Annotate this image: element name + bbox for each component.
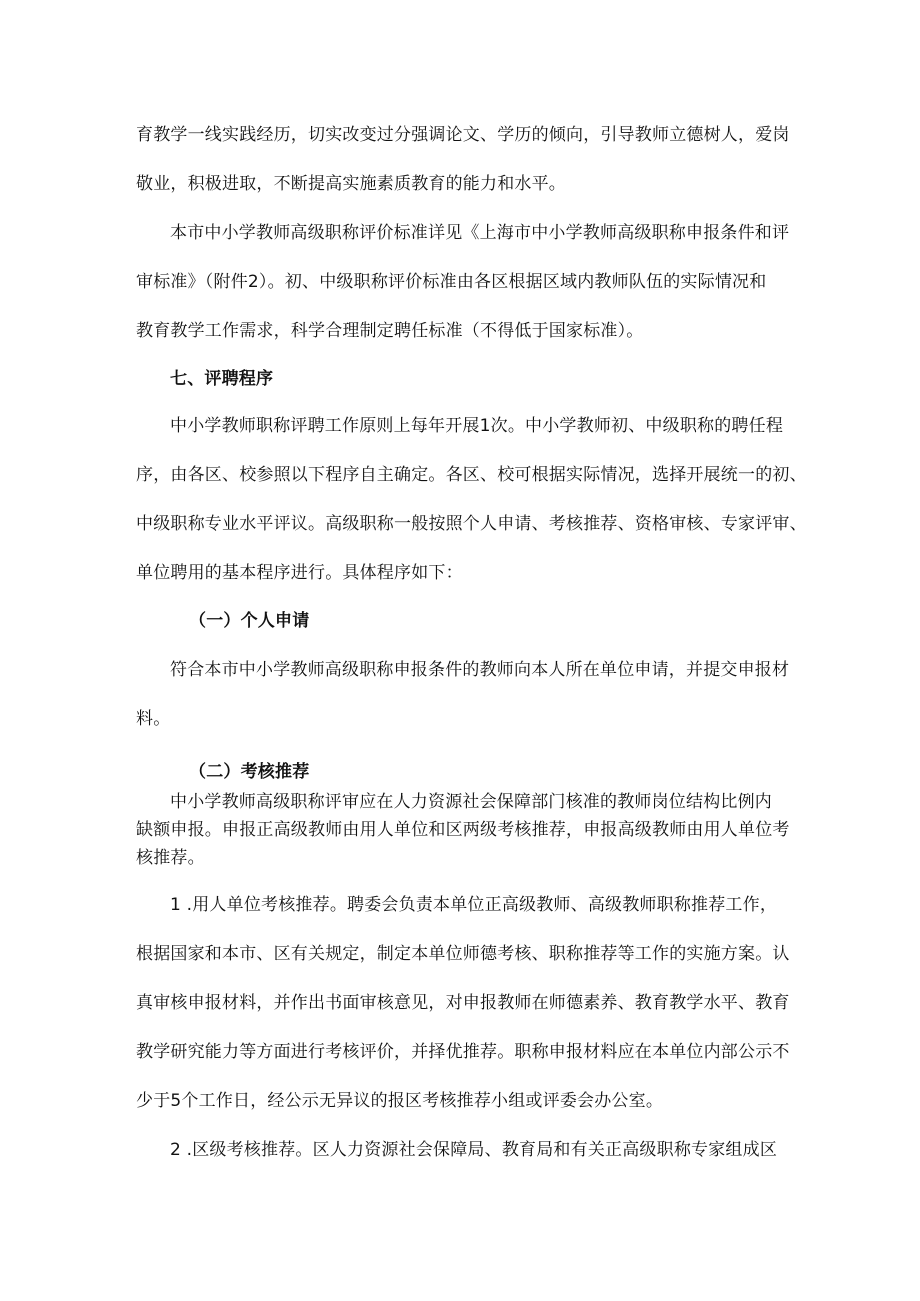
subsection-heading: （二）考核推荐 xyxy=(189,762,310,782)
paragraph-line: 中小学教师高级职称评审应在人力资源社会保障部门核准的教师岗位结构比例内 xyxy=(170,792,772,812)
paragraph-line: 中小学教师职称评聘工作原则上每年开展1次。中小学教师初、中级职称的聘任程 xyxy=(170,416,784,436)
paragraph-line: 育教学一线实践经历，切实改变过分强调论文、学历的倾向，引导教师立德树人，爱岗 xyxy=(136,125,790,145)
paragraph-line: 符合本市中小学教师高级职称申报条件的教师向本人所在单位申请，并提交申报材 xyxy=(170,660,790,680)
paragraph-line: 核推荐。 xyxy=(136,848,205,868)
paragraph-line: 1 .用人单位考核推荐。聘委会负责本单位正高级教师、高级教师职称推荐工作， xyxy=(170,895,778,915)
paragraph-line: 根据国家和本市、区有关规定，制定本单位师德考核、职称推荐等工作的实施方案。认 xyxy=(136,944,790,964)
paragraph-line: 真审核申报材料，并作出书面审核意见，对申报教师在师德素养、教育教学水平、教育 xyxy=(136,993,790,1013)
paragraph-line: 教育教学工作需求，科学合理制定聘任标准（不得低于国家标准）。 xyxy=(136,321,644,341)
paragraph-line: 2 .区级考核推荐。区人力资源社会保障局、教育局和有关正高级职称专家组成区 xyxy=(170,1140,778,1160)
paragraph-line: 少于5个工作日，经公示无异议的报区考核推荐小组或评委会办公室。 xyxy=(136,1091,664,1111)
paragraph-line: 本市中小学教师高级职称评价标准详见《上海市中小学教师高级职称申报条件和评 xyxy=(170,223,790,243)
paragraph-line: 教学研究能力等方面进行考核评价，并择优推荐。职称申报材料应在本单位内部公示不 xyxy=(136,1042,790,1062)
paragraph-line: 单位聘用的基本程序进行。具体程序如下： xyxy=(136,563,463,583)
paragraph-line: 敬业，积极进取，不断提高实施素质教育的能力和水平。 xyxy=(136,174,566,194)
paragraph-line: 序，由各区、校参照以下程序自主确定。各区、校可根据实际情况，选择开展统一的初、 xyxy=(136,465,807,485)
subsection-heading: （一）个人申请 xyxy=(189,611,310,631)
paragraph-line: 缺额申报。申报正高级教师由用人单位和区两级考核推荐，申报高级教师由用人单位考 xyxy=(136,820,790,840)
paragraph-line: 中级职称专业水平评议。高级职称一般按照个人申请、考核推荐、资格审核、专家评审、 xyxy=(136,514,807,534)
paragraph-line: 审标准》（附件2）。初、中级职称评价标准由各区根据区域内教师队伍的实际情况和 xyxy=(136,272,767,292)
paragraph-line: 料。 xyxy=(136,709,171,729)
section-heading: 七、评聘程序 xyxy=(170,369,274,389)
